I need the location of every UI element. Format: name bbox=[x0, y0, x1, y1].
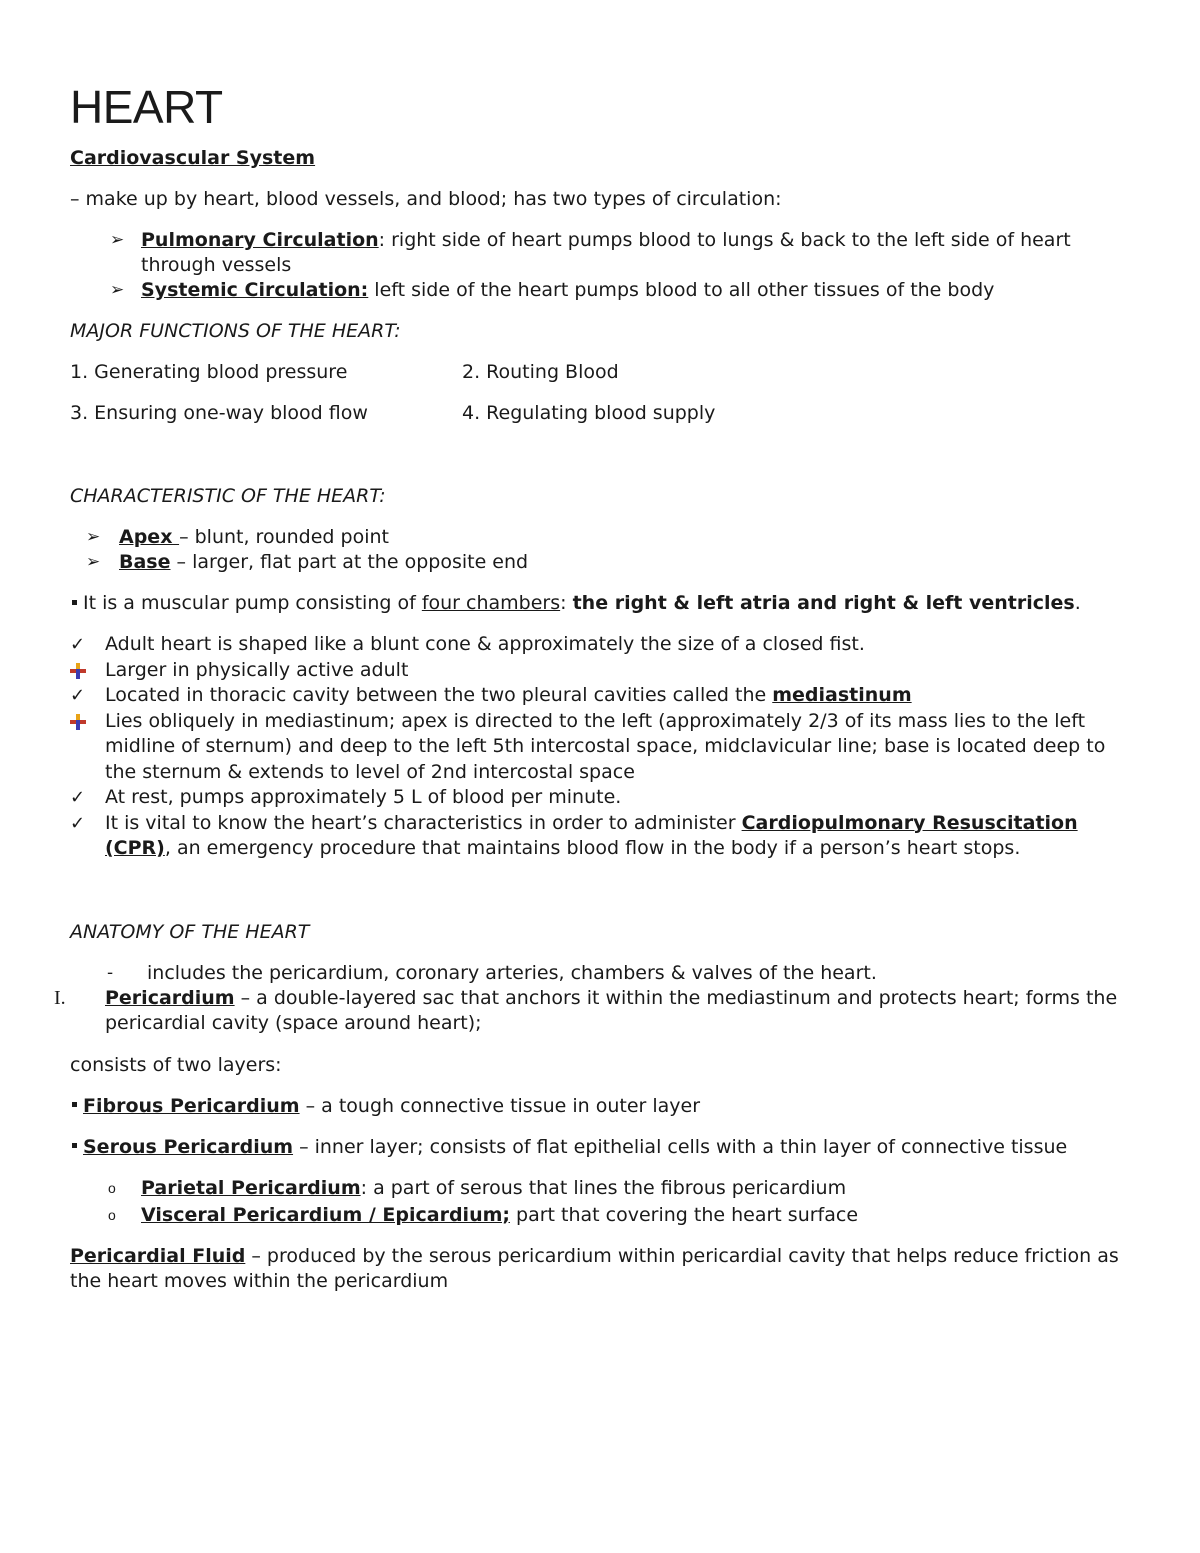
base-term: Base bbox=[119, 551, 171, 573]
systemic-item bbox=[70, 278, 1140, 303]
base-item bbox=[70, 550, 1140, 575]
check-item bbox=[70, 632, 1140, 658]
roman-numeral: I. bbox=[54, 986, 66, 1009]
document-title: HEART bbox=[70, 81, 223, 133]
pulmonary-text-cont: through vessels bbox=[141, 254, 292, 276]
pulmonary-text: : right side of heart pumps blood to lungs & back to the left side of heart bbox=[378, 229, 1071, 251]
cardio-intro: – make up by heart, blood vessels, and blood; has two types of circulation: bbox=[70, 188, 782, 210]
serous-term: Serous Pericardium bbox=[83, 1135, 294, 1158]
muscular-pump-line bbox=[70, 591, 1140, 616]
includes-text: includes the pericardium, coronary arteries, chambers & valves of the heart. bbox=[147, 961, 877, 984]
layers-intro: consists of two layers: bbox=[70, 1053, 282, 1076]
square-bullet-icon bbox=[72, 1102, 77, 1107]
pulmonary-item bbox=[70, 228, 1140, 253]
serous-item bbox=[70, 1135, 1140, 1160]
dash-bullet-icon: - bbox=[107, 962, 114, 983]
characteristic-heading: CHARACTERISTIC OF THE HEART: bbox=[70, 485, 386, 507]
pump-term: four chambers bbox=[421, 592, 561, 614]
document-page bbox=[54, 78, 1140, 1295]
pump-bold: the right & left atria and right & left ventricles bbox=[572, 592, 1075, 614]
function-item: 2. Routing Blood bbox=[462, 361, 619, 383]
apex-item bbox=[70, 525, 1140, 550]
base-text: – larger, flat part at the opposite end bbox=[170, 551, 529, 573]
pulmonary-item-cont bbox=[70, 253, 1140, 278]
functions-heading: MAJOR FUNCTIONS OF THE HEART: bbox=[70, 320, 401, 342]
pericardium-text: – a double-layered sac that anchors it within the mediastinum and protects heart; forms the pericardial cavity (space around heart); bbox=[105, 986, 1118, 1034]
function-item: 1. Generating blood pressure bbox=[70, 361, 348, 383]
cardio-heading: Cardiovascular System bbox=[70, 147, 316, 169]
fluid-term: Pericardial Fluid bbox=[70, 1244, 246, 1267]
serous-text: – inner layer; consists of flat epithelial cells with a thin layer of connective tissue bbox=[293, 1135, 1068, 1158]
pin-item bbox=[70, 658, 1140, 684]
pump-text-2: : bbox=[560, 592, 573, 614]
pin-item-text: Lies obliquely in mediastinum; apex is directed to the left (approximately 2/3 of its mass lies to the left midline of sternum) and deep to the left 5th intercostal space, midclavicular line; base is located deep to the sternum & extends to level of 2nd intercostal space bbox=[105, 709, 1106, 783]
pin-item-text: Larger in physically active adult bbox=[105, 658, 409, 681]
parietal-item bbox=[70, 1176, 1140, 1201]
cpr-term: Cardiopulmonary Resuscitation (CPR) bbox=[105, 811, 1078, 859]
square-bullet-icon bbox=[72, 600, 77, 605]
check-item bbox=[70, 683, 1140, 709]
check-icon: ✓ bbox=[70, 685, 86, 706]
pericardium-term: Pericardium bbox=[105, 986, 235, 1009]
visceral-text: part that covering the heart surface bbox=[510, 1203, 859, 1226]
fluid-text: – produced by the serous pericardium within pericardial cavity that helps reduce friction as the heart moves within the pericardium bbox=[70, 1244, 1119, 1292]
apex-term: Apex bbox=[119, 526, 180, 548]
systemic-term: Systemic Circulation: bbox=[141, 279, 369, 301]
pump-text: It is a muscular pump consisting of bbox=[83, 592, 422, 614]
pulmonary-term: Pulmonary Circulation bbox=[141, 229, 379, 251]
pushpin-icon bbox=[70, 714, 86, 730]
function-item: 3. Ensuring one-way blood flow bbox=[70, 402, 368, 424]
arrow-bullet-icon: ➢ bbox=[86, 527, 101, 547]
circle-bullet-icon: o bbox=[108, 1206, 116, 1223]
arrow-bullet-icon: ➢ bbox=[86, 552, 101, 572]
systemic-text: left side of the heart pumps blood to all other tissues of the body bbox=[368, 279, 995, 301]
function-item: 4. Regulating blood supply bbox=[462, 402, 716, 424]
check-icon: ✓ bbox=[70, 634, 86, 655]
check-item-text: Adult heart is shaped like a blunt cone & approximately the size of a closed fist. bbox=[105, 633, 865, 655]
parietal-text: : a part of serous that lines the fibrous pericardium bbox=[360, 1176, 847, 1199]
check-item-text: Located in thoracic cavity between the two pleural cavities called the bbox=[105, 684, 773, 706]
pericardium-item bbox=[54, 986, 1140, 1037]
anatomy-includes bbox=[70, 961, 1140, 986]
check-icon: ✓ bbox=[70, 787, 86, 808]
pump-text-3: . bbox=[1074, 592, 1081, 614]
pericardial-fluid bbox=[70, 1244, 1140, 1295]
visceral-item bbox=[70, 1203, 1140, 1228]
pin-item bbox=[70, 709, 1140, 786]
mediastinum-term: mediastinum bbox=[772, 684, 912, 706]
arrow-bullet-icon: ➢ bbox=[110, 280, 125, 300]
fibrous-text: – a tough connective tissue in outer layer bbox=[299, 1094, 701, 1117]
check-item-text: At rest, pumps approximately 5 L of blood per minute. bbox=[105, 786, 622, 808]
arrow-bullet-icon: ➢ bbox=[110, 230, 125, 250]
check-item bbox=[70, 785, 1140, 811]
check-item-text: It is vital to know the heart’s characteristics in order to administer bbox=[105, 811, 742, 834]
check-item-text: , an emergency procedure that maintains blood flow in the body if a person’s heart stops. bbox=[164, 837, 1021, 859]
square-bullet-icon bbox=[72, 1143, 77, 1148]
fibrous-item bbox=[70, 1094, 1140, 1119]
check-icon: ✓ bbox=[70, 812, 86, 834]
circle-bullet-icon: o bbox=[108, 1179, 116, 1196]
visceral-term: Visceral Pericardium / Epicardium; bbox=[141, 1203, 510, 1226]
check-item bbox=[70, 811, 1140, 862]
parietal-term: Parietal Pericardium bbox=[141, 1176, 361, 1199]
apex-text: – blunt, rounded point bbox=[179, 526, 389, 548]
characteristic-list bbox=[70, 632, 1140, 862]
fibrous-term: Fibrous Pericardium bbox=[83, 1094, 300, 1117]
functions-list bbox=[70, 360, 1140, 426]
pushpin-icon bbox=[70, 663, 86, 679]
anatomy-heading: ANATOMY OF THE HEART bbox=[70, 920, 310, 943]
